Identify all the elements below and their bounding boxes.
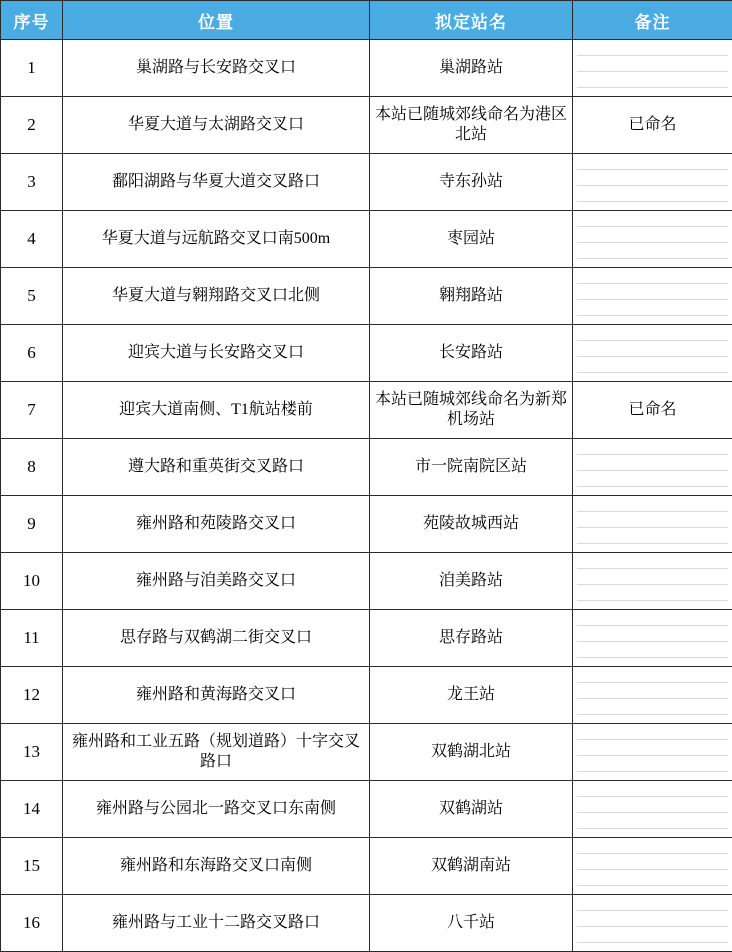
cell-location: 鄱阳湖路与华夏大道交叉路口 bbox=[63, 154, 370, 211]
cell-note bbox=[573, 724, 732, 781]
cell-index: 14 bbox=[1, 781, 63, 838]
table-row bbox=[1, 211, 732, 268]
cell-index: 4 bbox=[1, 211, 63, 268]
cell-name: 龙王站 bbox=[370, 667, 573, 724]
table-row bbox=[1, 439, 732, 496]
cell-location: 雍州路与公园北一路交叉口东南侧 bbox=[63, 781, 370, 838]
table-row bbox=[1, 781, 732, 838]
cell-name: 思存路站 bbox=[370, 610, 573, 667]
note-ruled-lines bbox=[577, 327, 728, 379]
cell-note bbox=[573, 895, 732, 952]
cell-index: 12 bbox=[1, 667, 63, 724]
cell-name: 本站已随城郊线命名为新郑机场站 bbox=[370, 382, 573, 439]
note-ruled-lines bbox=[577, 270, 728, 322]
cell-index: 9 bbox=[1, 496, 63, 553]
cell-note bbox=[573, 439, 732, 496]
cell-name: 市一院南院区站 bbox=[370, 439, 573, 496]
note-ruled-lines bbox=[577, 555, 728, 607]
cell-index: 16 bbox=[1, 895, 63, 952]
cell-location: 华夏大道与翱翔路交叉口北侧 bbox=[63, 268, 370, 325]
note-ruled-lines bbox=[577, 840, 728, 892]
cell-location: 雍州路和工业五路（规划道路）十字交叉路口 bbox=[63, 724, 370, 781]
cell-location: 迎宾大道南侧、T1航站楼前 bbox=[63, 382, 370, 439]
note-ruled-lines bbox=[577, 783, 728, 835]
cell-index: 1 bbox=[1, 40, 63, 97]
table-row bbox=[1, 382, 732, 439]
table-row bbox=[1, 40, 732, 97]
cell-note: 已命名 bbox=[573, 382, 732, 439]
cell-name: 长安路站 bbox=[370, 325, 573, 382]
cell-note bbox=[573, 781, 732, 838]
cell-name: 双鹤湖南站 bbox=[370, 838, 573, 895]
cell-location: 雍州路和黄海路交叉口 bbox=[63, 667, 370, 724]
note-ruled-lines bbox=[577, 441, 728, 493]
cell-note bbox=[573, 610, 732, 667]
note-ruled-lines bbox=[577, 498, 728, 550]
table-header-row bbox=[1, 1, 732, 40]
note-ruled-lines bbox=[577, 213, 728, 265]
cell-location: 雍州路和东海路交叉口南侧 bbox=[63, 838, 370, 895]
cell-index: 6 bbox=[1, 325, 63, 382]
table-row bbox=[1, 268, 732, 325]
cell-location: 巢湖路与长安路交叉口 bbox=[63, 40, 370, 97]
cell-index: 15 bbox=[1, 838, 63, 895]
cell-name: 苑陵故城西站 bbox=[370, 496, 573, 553]
cell-name: 双鹤湖站 bbox=[370, 781, 573, 838]
table-row bbox=[1, 895, 732, 952]
note-ruled-lines bbox=[577, 42, 728, 94]
cell-note bbox=[573, 838, 732, 895]
table-row bbox=[1, 610, 732, 667]
cell-name: 本站已随城郊线命名为港区北站 bbox=[370, 97, 573, 154]
note-ruled-lines bbox=[577, 726, 728, 778]
cell-name: 巢湖路站 bbox=[370, 40, 573, 97]
cell-location: 雍州路与工业十二路交叉路口 bbox=[63, 895, 370, 952]
cell-note bbox=[573, 40, 732, 97]
column-header-note: 备注 bbox=[573, 1, 732, 40]
column-header-location: 位置 bbox=[63, 1, 370, 40]
cell-index: 11 bbox=[1, 610, 63, 667]
note-ruled-lines bbox=[577, 669, 728, 721]
cell-note bbox=[573, 496, 732, 553]
table-row bbox=[1, 496, 732, 553]
cell-name: 翱翔路站 bbox=[370, 268, 573, 325]
cell-location: 遵大路和重英街交叉路口 bbox=[63, 439, 370, 496]
cell-index: 3 bbox=[1, 154, 63, 211]
cell-index: 13 bbox=[1, 724, 63, 781]
note-ruled-lines bbox=[577, 156, 728, 208]
cell-name: 洎美路站 bbox=[370, 553, 573, 610]
cell-index: 8 bbox=[1, 439, 63, 496]
column-header-index: 序号 bbox=[1, 1, 63, 40]
cell-name: 寺东孙站 bbox=[370, 154, 573, 211]
cell-location: 雍州路和苑陵路交叉口 bbox=[63, 496, 370, 553]
cell-note bbox=[573, 667, 732, 724]
cell-location: 华夏大道与太湖路交叉口 bbox=[63, 97, 370, 154]
table-row bbox=[1, 325, 732, 382]
cell-note bbox=[573, 154, 732, 211]
cell-index: 7 bbox=[1, 382, 63, 439]
table-row bbox=[1, 154, 732, 211]
cell-note bbox=[573, 268, 732, 325]
cell-location: 华夏大道与远航路交叉口南500m bbox=[63, 211, 370, 268]
table-row bbox=[1, 97, 732, 154]
cell-name: 双鹤湖北站 bbox=[370, 724, 573, 781]
cell-name: 枣园站 bbox=[370, 211, 573, 268]
cell-location: 迎宾大道与长安路交叉口 bbox=[63, 325, 370, 382]
note-ruled-lines bbox=[577, 612, 728, 664]
cell-note bbox=[573, 211, 732, 268]
cell-note: 已命名 bbox=[573, 97, 732, 154]
column-header-name: 拟定站名 bbox=[370, 1, 573, 40]
cell-note bbox=[573, 325, 732, 382]
cell-location: 思存路与双鹤湖二街交叉口 bbox=[63, 610, 370, 667]
table-row bbox=[1, 553, 732, 610]
table-row bbox=[1, 724, 732, 781]
cell-index: 5 bbox=[1, 268, 63, 325]
cell-index: 2 bbox=[1, 97, 63, 154]
cell-index: 10 bbox=[1, 553, 63, 610]
cell-location: 雍州路与洎美路交叉口 bbox=[63, 553, 370, 610]
cell-note bbox=[573, 553, 732, 610]
note-ruled-lines bbox=[577, 897, 728, 949]
cell-name: 八千站 bbox=[370, 895, 573, 952]
table-row bbox=[1, 667, 732, 724]
table-row bbox=[1, 838, 732, 895]
